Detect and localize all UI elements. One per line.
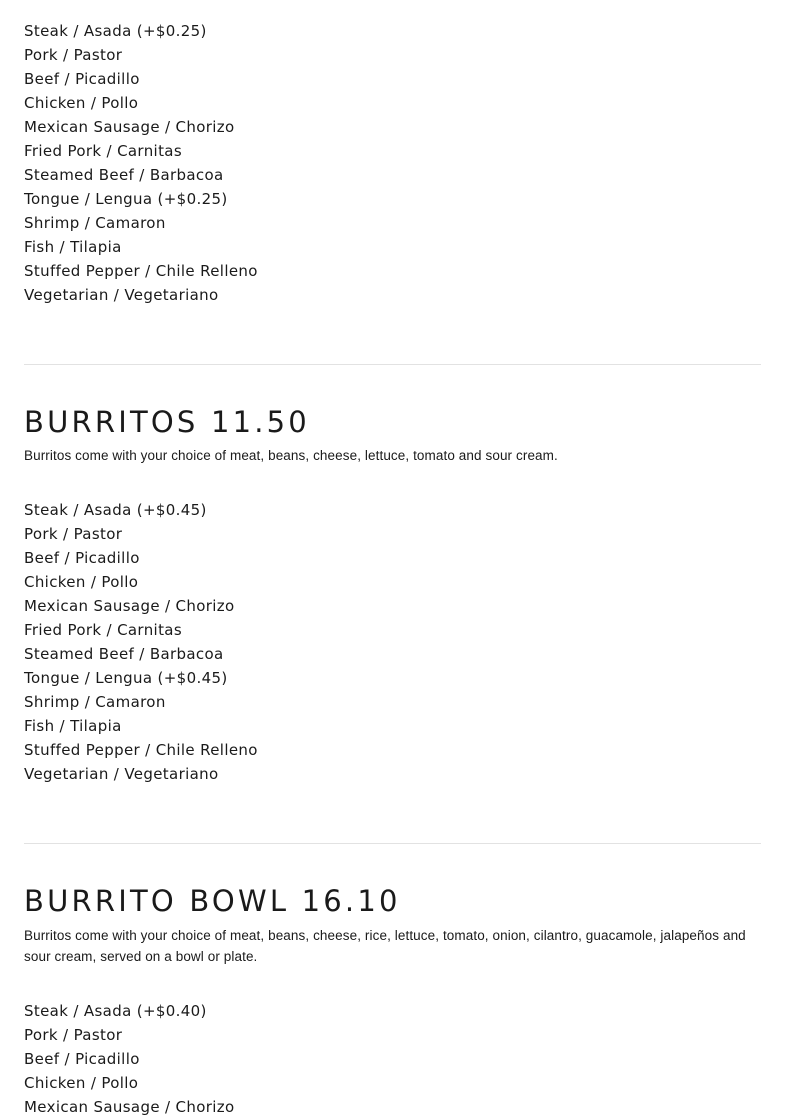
meat-options-list bbox=[24, 19, 258, 307]
list-item: Stuffed Pepper / Chile Relleno bbox=[24, 262, 258, 280]
list-item: Fried Pork / Carnitas bbox=[24, 142, 183, 160]
burrito-bowl-description: Burritos come with your choice of meat, beans, cheese, rice, lettuce, tomato, onion, cilantro, guacamole, jalapeños and sour cream, served on a bowl or plate. bbox=[24, 928, 746, 964]
list-item: Shrimp / Camaron bbox=[24, 214, 166, 232]
section-divider bbox=[24, 364, 761, 365]
list-item: Steak / Asada (+$0.25) bbox=[24, 22, 207, 40]
list-item: Mexican Sausage / Chorizo bbox=[24, 1098, 235, 1116]
list-item: Vegetarian / Vegetariano bbox=[24, 765, 219, 783]
list-item: Steamed Beef / Barbacoa bbox=[24, 645, 224, 663]
list-item: Steak / Asada (+$0.40) bbox=[24, 1002, 207, 1020]
list-item: Steak / Asada (+$0.45) bbox=[24, 501, 207, 519]
list-item: Stuffed Pepper / Chile Relleno bbox=[24, 741, 258, 759]
burrito-bowl-heading: BURRITO BOWL 16.10 bbox=[24, 884, 401, 918]
list-item: Fish / Tilapia bbox=[24, 717, 122, 735]
list-item: Beef / Picadillo bbox=[24, 549, 140, 567]
list-item: Tongue / Lengua (+$0.25) bbox=[24, 190, 228, 208]
section-divider bbox=[24, 843, 761, 844]
list-item: Steamed Beef / Barbacoa bbox=[24, 166, 224, 184]
list-item: Vegetarian / Vegetariano bbox=[24, 286, 219, 304]
burritos-heading: BURRITOS 11.50 bbox=[24, 405, 310, 439]
list-item: Beef / Picadillo bbox=[24, 70, 140, 88]
list-item: Chicken / Pollo bbox=[24, 1074, 139, 1092]
burritos-meat-options-list bbox=[24, 498, 258, 786]
list-item: Pork / Pastor bbox=[24, 46, 123, 64]
list-item: Pork / Pastor bbox=[24, 525, 123, 543]
list-item: Mexican Sausage / Chorizo bbox=[24, 597, 235, 615]
list-item: Chicken / Pollo bbox=[24, 94, 139, 112]
list-item: Shrimp / Camaron bbox=[24, 693, 166, 711]
list-item: Fish / Tilapia bbox=[24, 238, 122, 256]
list-item: Chicken / Pollo bbox=[24, 573, 139, 591]
burritos-description: Burritos come with your choice of meat, beans, cheese, lettuce, tomato and sour cream. bbox=[24, 448, 558, 463]
list-item: Mexican Sausage / Chorizo bbox=[24, 118, 235, 136]
list-item: Fried Pork / Carnitas bbox=[24, 621, 183, 639]
list-item: Tongue / Lengua (+$0.45) bbox=[24, 669, 228, 687]
burrito-bowl-meat-options-list bbox=[24, 999, 235, 1119]
list-item: Beef / Picadillo bbox=[24, 1050, 140, 1068]
list-item: Pork / Pastor bbox=[24, 1026, 123, 1044]
